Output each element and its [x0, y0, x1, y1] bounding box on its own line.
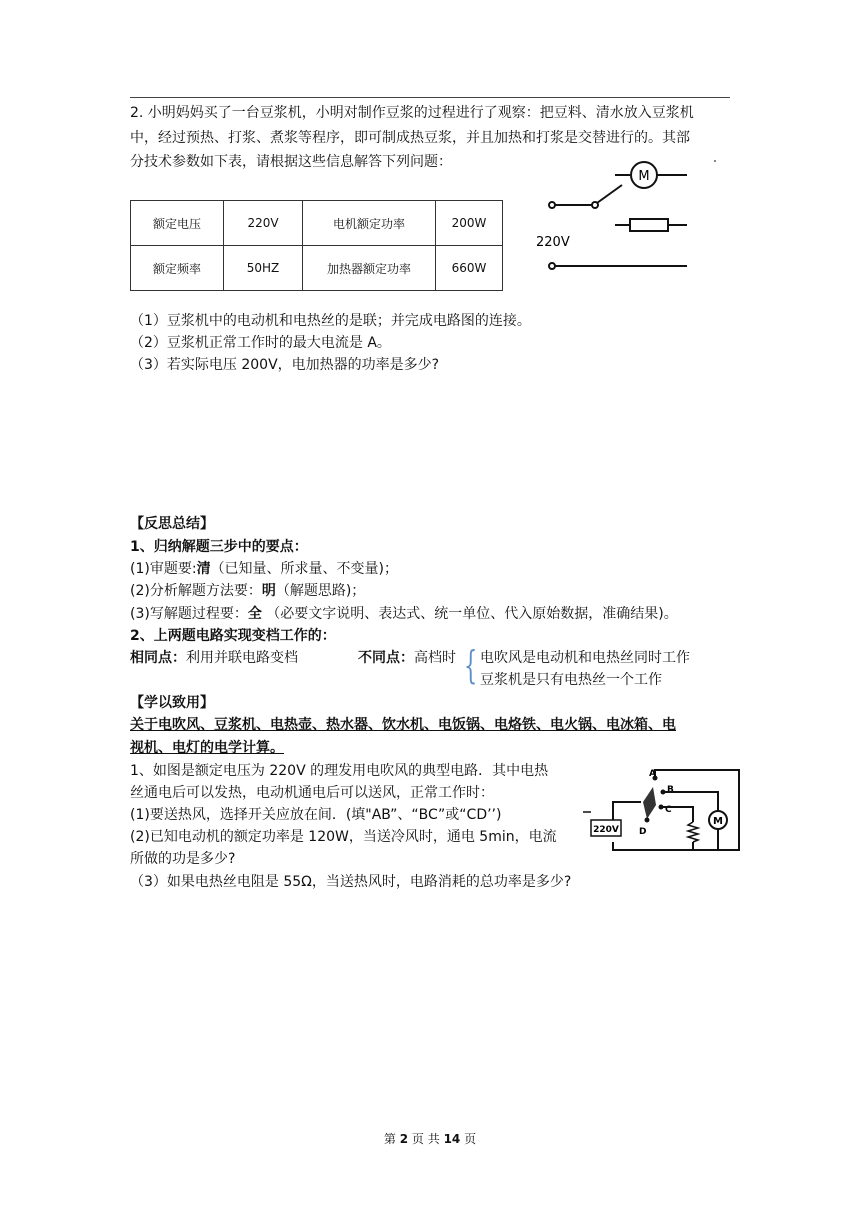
heating-wire-icon [688, 822, 698, 842]
point-1-pre: (1)审题要: [130, 561, 197, 577]
same-text: 利用并联电路变档 [186, 650, 298, 666]
apply-heading: 【学以致用】 [130, 695, 214, 711]
footer-post: 页 [464, 1132, 477, 1146]
table-cell: 200W [436, 201, 503, 246]
footer-pre: 第 [383, 1132, 396, 1146]
table-cell: 额定电压 [131, 201, 224, 246]
point-3-key: 全 [247, 606, 262, 622]
soymilk-circuit-diagram [530, 150, 720, 280]
table-cell: 额定频率 [131, 246, 224, 291]
point-2-key: 明 [261, 583, 276, 599]
table-cell: 加热器额定功率 [303, 246, 436, 291]
reflection-item-1: 1、归纳解题三步中的要点： [130, 539, 308, 555]
apply-line-6: （3）如果电热丝电阻是 55Ω，当送热风时，电路消耗的总功率是多少? [130, 874, 572, 890]
apply-line-5: 所做的功是多少? [130, 851, 236, 867]
point-3 [130, 604, 678, 624]
same-label: 相同点： [130, 650, 186, 666]
apply-line-3: (1)要送热风，选择开关应放在间．(填"AB”、“BC”或“CD’’) [130, 807, 502, 823]
footer-mid: 页 共 [411, 1132, 440, 1146]
heater-resistor-icon [630, 219, 668, 231]
point-2-post: （解题思路)； [275, 583, 366, 599]
diff-text: 高档时 [414, 650, 456, 666]
voltage-label: 220V [536, 235, 570, 250]
diff-label: 不同点： [358, 650, 414, 666]
brace-icon: { [464, 643, 478, 687]
diff-point [358, 648, 456, 668]
point-3-pre: (3)写解题过程要： [130, 606, 248, 622]
diff-item-1: 电吹风是电动机和电热丝同时工作 [480, 650, 690, 666]
point-3-post: （必要文字说明、表达式、统一单位、代入原始数据，准确结果)。 [261, 606, 678, 622]
footer-page-number: 2 [399, 1132, 409, 1146]
table-cell: 50HZ [224, 246, 303, 291]
motor-label: M [638, 169, 650, 184]
hair-dryer-circuit-diagram [583, 762, 753, 854]
voltage-label: 220V [593, 825, 619, 835]
reflection-item-2: 2、上两题电路实现变档工作的： [130, 628, 336, 644]
table-row [131, 201, 503, 246]
point-a-label: A [649, 769, 656, 779]
header-rule [130, 97, 730, 98]
apply-topic-1: 关于电吹风、豆浆机、电热壶、热水器、饮水机、电饭锅、电烙铁、电火锅、电冰箱、电 [130, 717, 676, 733]
apply-line-4: (2)已知电动机的额定功率是 120W，当送冷风时，通电 5min，电流 [130, 829, 557, 845]
q2-sub-2: （2）豆浆机正常工作时的最大电流是 A。 [130, 335, 391, 351]
apply-topic-2: 视机、电灯的电学计算。 [130, 740, 284, 756]
table-row [131, 246, 503, 291]
point-c-label: C [665, 805, 672, 815]
q2-sub-3: （3）若实际电压 200V，电加热器的功率是多少? [130, 357, 440, 373]
point-2-pre: (2)分析解题方法要： [130, 583, 262, 599]
footer-total-pages: 14 [443, 1132, 461, 1146]
terminal-icon [549, 202, 555, 208]
q2-line-3: 分技术参数如下表，请根据这些信息解答下列问题： [130, 154, 452, 170]
switch-icon [597, 185, 622, 203]
reflection-heading: 【反思总结】 [130, 516, 214, 532]
table-cell: 660W [436, 246, 503, 291]
q2-sub-1: （1）豆浆机中的电动机和电热丝的是联；并完成电路图的连接。 [130, 313, 531, 329]
q2-line-1: 2. 小明妈妈买了一台豆浆机，小明对制作豆浆的过程进行了观察：把豆料、清水放入豆浆机 [130, 105, 694, 121]
point-1-key: 清 [196, 561, 211, 577]
table-cell: 电机额定功率 [303, 201, 436, 246]
table-cell: 220V [224, 201, 303, 246]
q2-line-2: 中，经过预热、打浆、煮浆等程序，即可制成热豆浆，并且加热和打浆是交替进行的。其部 [130, 130, 690, 146]
terminal-icon [549, 263, 555, 269]
apply-line-2: 丝通电后可以发热，电动机通电后可以送风，正常工作时： [130, 785, 494, 801]
selector-switch-icon [643, 787, 656, 819]
point-1 [130, 559, 398, 579]
page-footer [0, 1130, 860, 1147]
point-b-label: B [667, 785, 674, 795]
point-2 [130, 581, 365, 601]
diff-item-2: 豆浆机是只有电热丝一个工作 [480, 672, 662, 688]
point-1-post: （已知量、所求量、不变量)； [210, 561, 399, 577]
spec-table [130, 200, 503, 291]
same-point [130, 648, 298, 668]
point-d-label: D [639, 827, 647, 837]
apply-line-1: 1、如图是额定电压为 220V 的理发用电吹风的典型电路．其中电热 [130, 763, 549, 779]
motor-label: M [713, 816, 723, 827]
